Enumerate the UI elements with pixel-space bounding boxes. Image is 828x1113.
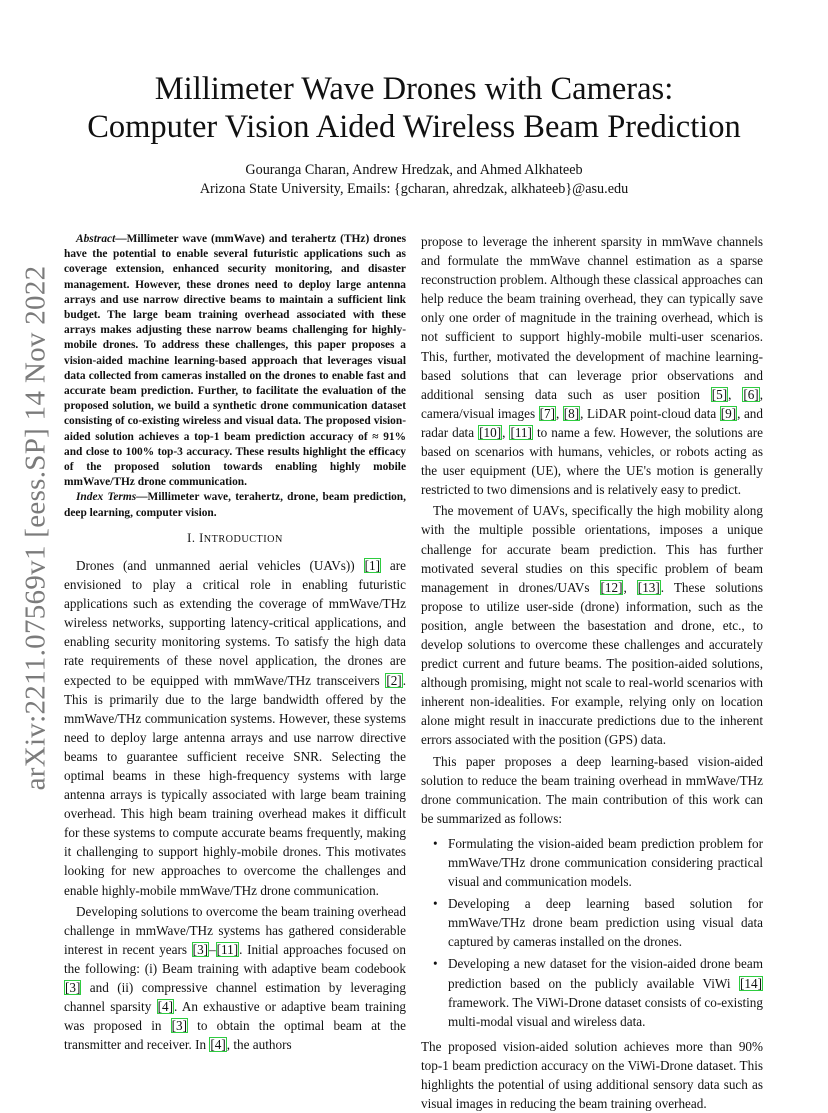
citation-link[interactable]: [4] <box>157 999 173 1015</box>
intro-paragraph-1: Drones (and unmanned aerial vehicles (UAVs)) [1] are envisioned to play a critical role in enabling futuristic applications such as extending the coverage of mmWave/THz wireless networks, supporting latency-critical applications, and enabling security monitoring systems. To satisfy the high data rate requirements of these novel application, the drones are expected to be equipped with mmWave/THz transceivers [2]. This is primarily due to the large bandwidth offered by the mmWave/THz communication systems. However, these systems need to deploy large antenna arrays and use narrow directive beams to guarantee sufficient receive SNR. Selecting the optimal beams in these high-frequency systems with large antenna arrays is typically associated with large beam training overhead. This high beam training overhead makes it difficult for these systems to compute accurate beams frequently, making it challenging to support highly-mobile drones. This motivates looking for new approaches to overcome the challenges and enable highly-mobile mmWave/THz drone communication. <box>64 557 406 898</box>
body-paragraph-contributions: This paper proposes a deep learning-based vision-aided solution to reduce the beam training overhead in mmWave/THz drone communication. The main contribution of this work can be summarized as follows: <box>421 753 763 826</box>
contribution-list <box>421 834 763 1031</box>
contribution-item: • Developing a new dataset for the vision-aided drone beam prediction based on the publicly available ViWi [14] framework. The ViWi-Drone dataset consists of co-existing multi-modal visual and wireless data. <box>448 954 763 1030</box>
left-column <box>64 232 406 1054</box>
author-affiliation: Arizona State University, Emails: {gcharan, ahredzak, alkhateeb}@asu.edu <box>199 181 629 197</box>
abstract <box>64 232 406 521</box>
citation-link[interactable]: [14] <box>740 975 762 991</box>
body-paragraph-uav-movement: The movement of UAVs, specifically the high mobility along with the multiple possible orientations, imposes a unique challenge for accurate beam prediction. This has further motivated several studies on this specific problem of beam management in drones/UAVs [12], [13]. These solutions propose to utilize user-side (drone) information, such as the position, angle between the basestation and drone, etc., to develop solutions to overcome these challenges and accurately predict current and future beams. The position-aided solutions, although promising, might not scale to real-world scenarios with inherent non-idealities. For example, relying only on location alone might result in inaccurate predictions due to the inherent errors associated with the position (GPS) data. <box>421 503 763 748</box>
intro-paragraph-2: Developing solutions to overcome the beam training overhead challenge in mmWave/THz systems has gathered considerable interest in recent years [3]–[11]. Initial approaches focused on the following: (i) Beam training with adaptive beam codebook [3] and (ii) compressive channel estimation by leveraging channel sparsity [4]. An exhaustive or adaptive beam training was proposed in [3] to obtain the optimal beam at the transmitter and receiver. In [4], the authors <box>64 903 407 1053</box>
citation-link[interactable]: [3] <box>65 980 81 996</box>
body-paragraph-results: The proposed vision-aided solution achieves more than 90% top-1 beam prediction accuracy on the ViWi-Drone dataset. This highlights the potential of using additional sensory data such as visual images in reducing the beam training overhead. <box>421 1038 763 1112</box>
title-line-1: Millimeter Wave Drones with Cameras: <box>154 71 674 107</box>
index-terms-paragraph <box>64 490 406 520</box>
citation-link[interactable]: [6] <box>743 386 759 402</box>
citation-link[interactable]: [5] <box>711 386 728 402</box>
abstract-paragraph <box>64 232 406 490</box>
contribution-item: • Formulating the vision-aided beam prediction problem for mmWave/THz drone communication considering practical visual and communication models. <box>448 834 763 891</box>
citation-link[interactable]: [3] <box>192 941 209 957</box>
title-line-2: Computer Vision Aided Wireless Beam Prediction <box>87 109 741 145</box>
index-terms-lead: Index Terms <box>76 491 137 504</box>
citation-link[interactable]: [13] <box>637 579 660 595</box>
citation-link[interactable]: [10] <box>479 424 502 440</box>
author-block <box>40 161 788 199</box>
citation-link[interactable]: [7] <box>539 405 555 421</box>
citation-link[interactable]: [3] <box>171 1018 188 1034</box>
section-number: I. I <box>187 530 204 545</box>
arxiv-identifier-text: arXiv:2211.07569v1 [eess.SP] 14 Nov 2022 <box>19 265 52 791</box>
abstract-text: —Millimeter wave (mmWave) and terahertz (THz) drones have the potential to enable several futuristic applications such as coverage extension, enhanced security monitoring, and disaster management. However, these drones need to deploy large antenna arrays and use narrow directive beams to maintain a sufficient link budget. The large beam training overhead associated with these arrays makes adjusting these narrow beams challenging for highly-mobile drones. To address these challenges, this paper proposes a vision-aided machine learning-based approach that leverages visual data collected from cameras installed on the drones to enable fast and accurate beam prediction. Further, to facilitate the evaluation of the proposed solution, we build a synthetic drone communication dataset consisting of co-existing wireless and visual data. The proposed vision-aided solution achieves a top-1 beam prediction accuracy of ≈ 91% and close to 100% top-3 accuracy. These results highlight the efficacy of the proposed solution towards enabling highly mobile mmWave/THz drone communication. <box>64 233 406 489</box>
citation-link[interactable]: [11] <box>510 424 532 440</box>
citation-link[interactable]: [1] <box>364 557 380 573</box>
arxiv-identifier-stamp <box>16 265 56 791</box>
section-heading-introduction <box>64 529 406 549</box>
citation-link[interactable]: [12] <box>600 579 623 595</box>
citation-link[interactable]: [2] <box>386 672 402 688</box>
section-title-rest: NTRODUCTION <box>203 533 283 545</box>
citation-link[interactable]: [8] <box>563 405 580 421</box>
body-paragraph-continued: propose to leverage the inherent sparsity in mmWave channels and formulate the mmWave channel estimation as a sparse reconstruction problem. Although these classical approaches can help reduce the beam training overhead, they can typically save only one order of magnitude in the training overhead, which is not sufficient to support highly-mobile multi-user scenarios. This, further, motivated the development of machine learning-based solutions that can leverage prior observations and additional sensing data such as user position [5], [6], camera/visual images [7], [8], LiDAR point-cloud data [9], and radar data [10], [11] to name a few. However, the solutions are based on scenarios with humans, vehicles, or robots acting as the user equipment (UE), where the UE's motion is generally restricted to two dimensions and is relatively easy to predict. <box>421 234 763 498</box>
citation-link[interactable]: [4] <box>210 1037 226 1053</box>
citation-link[interactable]: [9] <box>720 405 737 421</box>
paper-title <box>40 70 788 146</box>
right-column <box>421 232 763 1113</box>
index-terms-text: —Millimeter wave, terahertz, drone, beam prediction, deep learning, computer vision. <box>64 491 406 519</box>
abstract-lead: Abstract <box>76 233 116 245</box>
author-names: Gouranga Charan, Andrew Hredzak, and Ahmed Alkhateeb <box>245 162 583 178</box>
contribution-item: • Developing a deep learning based solution for mmWave/THz drone beam prediction using visual data captured by cameras installed on the drones. <box>448 894 763 951</box>
citation-link[interactable]: [11] <box>216 941 239 957</box>
